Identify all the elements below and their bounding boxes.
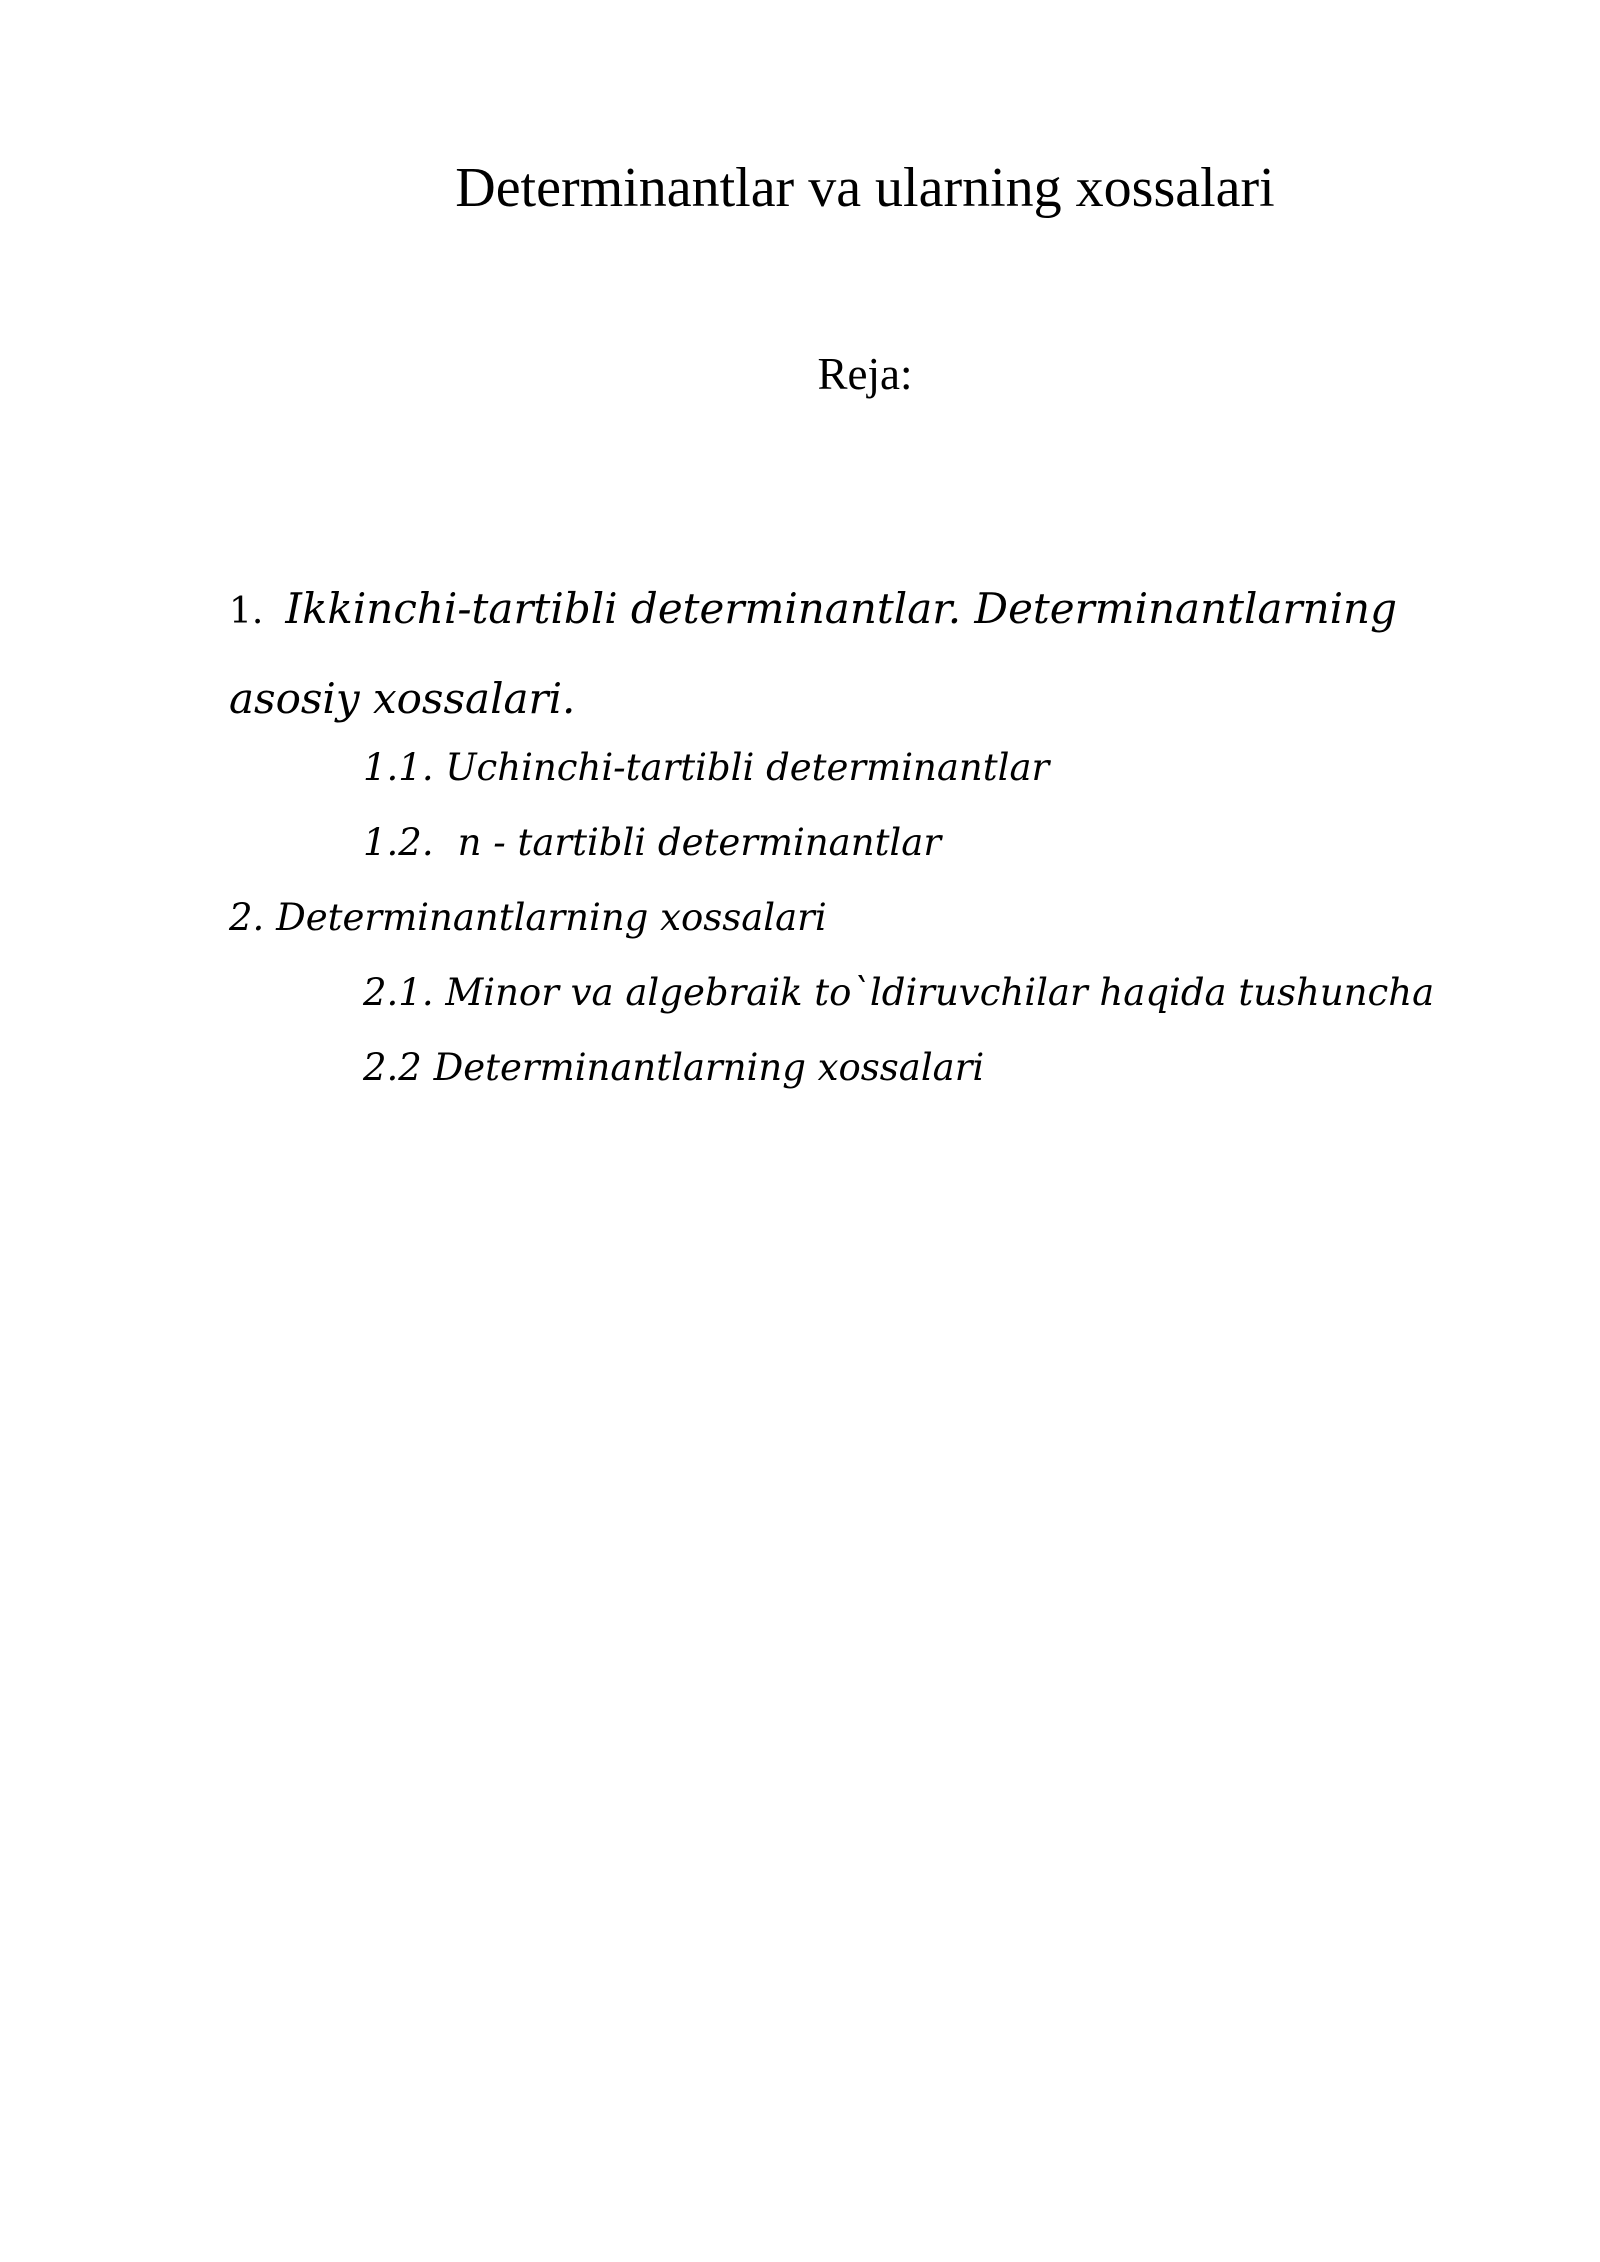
plan-item-1-2 (363, 818, 941, 868)
plan-item-2-1-number: 2.1. (363, 971, 434, 1014)
document-title: Determinantlar va ularning xossalari (455, 157, 1275, 219)
plan-item-1-2-number: 1.2. (363, 821, 434, 864)
plan-item-1-1-text: Uchinchi-tartibli determinantlar (445, 746, 1050, 789)
plan-item-1 (229, 565, 1529, 742)
plan-item-2-text: Determinantlarning xossalari (276, 896, 827, 939)
plan-item-2 (229, 893, 827, 943)
plan-item-2-2 (363, 1043, 984, 1093)
plan-item-1-1-number: 1.1. (363, 746, 434, 789)
plan-item-1-text: Ikkinchi-tartibli determinantlar. Determinantlarning asosiy xossalari. (229, 584, 1397, 723)
plan-item-2-number: 2. (229, 896, 265, 939)
plan-heading: Reja: (817, 349, 913, 399)
plan-item-1-number: 1. (229, 591, 264, 632)
plan-item-2-2-text: Determinantlarning xossalari (433, 1046, 985, 1089)
plan-item-2-2-number: 2.2 (363, 1046, 422, 1089)
plan-item-2-1 (363, 968, 1434, 1018)
plan-item-2-1-text: Minor va algebraik to`ldiruvchilar haqida tushuncha (445, 971, 1435, 1014)
plan-item-1-1 (363, 743, 1049, 793)
plan-item-1-2-text: n - tartibli determinantlar (457, 821, 942, 864)
